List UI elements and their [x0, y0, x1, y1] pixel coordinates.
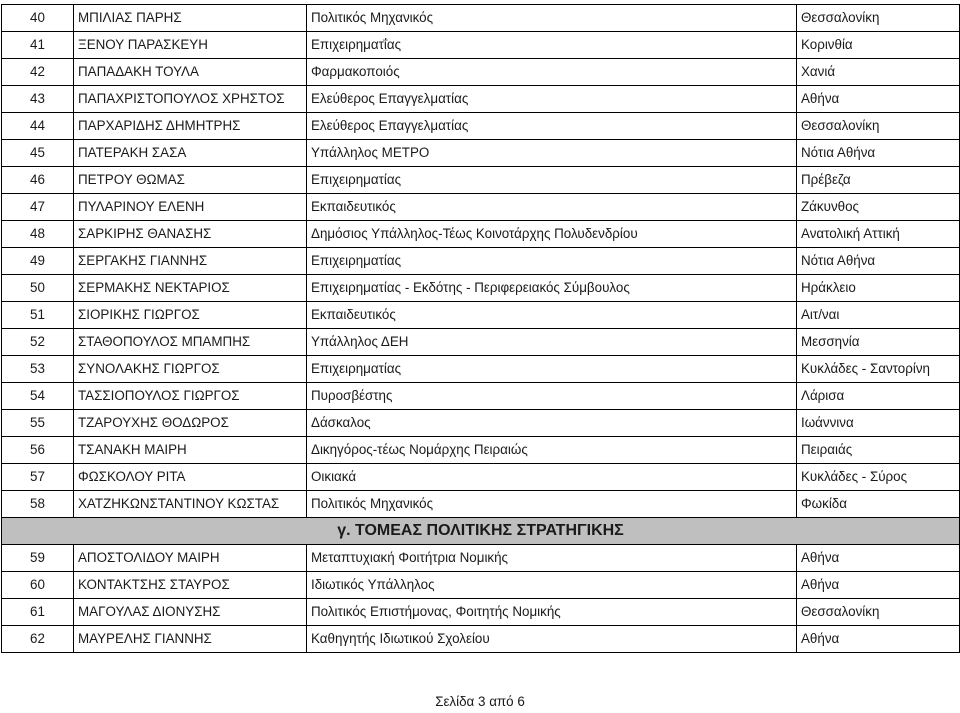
member-name: ΠΑΠΑΧΡΙΣΤΟΠΟΥΛΟΣ ΧΡΗΣΤΟΣ: [74, 86, 307, 113]
table-row: [2, 140, 960, 167]
row-number: 54: [2, 383, 74, 410]
member-occupation: Εκπαιδευτικός: [307, 302, 797, 329]
member-occupation: Επιχειρηματίας: [307, 356, 797, 383]
table-row: [2, 572, 960, 599]
member-region: Αιτ/ναι: [797, 302, 960, 329]
member-region: Πρέβεζα: [797, 167, 960, 194]
table-row: [2, 599, 960, 626]
member-name: ΣΤΑΘΟΠΟΥΛΟΣ ΜΠΑΜΠΗΣ: [74, 329, 307, 356]
table-row: [2, 32, 960, 59]
table-row: [2, 221, 960, 248]
row-number: 56: [2, 437, 74, 464]
member-region: Ιωάννινα: [797, 410, 960, 437]
table-row: [2, 248, 960, 275]
member-name: ΣΕΡΜΑΚΗΣ ΝΕΚΤΑΡΙΟΣ: [74, 275, 307, 302]
member-region: Κορινθία: [797, 32, 960, 59]
member-occupation: Φαρμακοποιός: [307, 59, 797, 86]
section-header-row: [2, 518, 960, 545]
row-number: 44: [2, 113, 74, 140]
member-name: ΣΙΟΡΙΚΗΣ ΓΙΩΡΓΟΣ: [74, 302, 307, 329]
member-region: Θεσσαλονίκη: [797, 113, 960, 140]
member-occupation: Πολιτικός Μηχανικός: [307, 5, 797, 32]
members-table: [1, 4, 960, 653]
section-title: γ. ΤΟΜΕΑΣ ΠΟΛΙΤΙΚΗΣ ΣΤΡΑΤΗΓΙΚΗΣ: [2, 518, 960, 545]
member-occupation: Επιχειρηματίας: [307, 248, 797, 275]
table-row: [2, 329, 960, 356]
member-occupation: Επιχειρηματΐας: [307, 32, 797, 59]
member-region: Ανατολική Αττική: [797, 221, 960, 248]
table-row: [2, 545, 960, 572]
member-occupation: Δικηγόρος-τέως Νομάρχης Πειραιώς: [307, 437, 797, 464]
member-occupation: Οικιακά: [307, 464, 797, 491]
member-name: ΜΑΓΟΥΛΑΣ ΔΙΟΝΥΣΗΣ: [74, 599, 307, 626]
row-number: 48: [2, 221, 74, 248]
member-occupation: Επιχειρηματίας - Εκδότης - Περιφερειακός Σύμβουλος: [307, 275, 797, 302]
table-row: [2, 5, 960, 32]
row-number: 60: [2, 572, 74, 599]
member-name: ΤΣΑΝΑΚΗ ΜΑΙΡΗ: [74, 437, 307, 464]
table-row: [2, 437, 960, 464]
member-occupation: Ελεύθερος Επαγγελματίας: [307, 86, 797, 113]
table-row: [2, 356, 960, 383]
member-occupation: Δημόσιος Υπάλληλος-Τέως Κοινοτάρχης Πολυδενδρίου: [307, 221, 797, 248]
member-name: ΠΑΤΕΡΑΚΗ ΣΑΣΑ: [74, 140, 307, 167]
member-name: ΜΠΙΛΙΑΣ ΠΑΡΗΣ: [74, 5, 307, 32]
row-number: 46: [2, 167, 74, 194]
member-occupation: Υπάλληλος ΜΕΤΡΟ: [307, 140, 797, 167]
member-occupation: Πολιτικός Επιστήμονας, Φοιτητής Νομικής: [307, 599, 797, 626]
page-number-footer: Σελίδα 3 από 6: [435, 694, 525, 709]
row-number: 61: [2, 599, 74, 626]
member-region: Αθήνα: [797, 626, 960, 653]
member-occupation: Πυροσβέστης: [307, 383, 797, 410]
members-table-body-a: [2, 5, 960, 518]
row-number: 62: [2, 626, 74, 653]
section-header-group: [2, 518, 960, 545]
row-number: 51: [2, 302, 74, 329]
member-region: Θεσσαλονίκη: [797, 599, 960, 626]
row-number: 59: [2, 545, 74, 572]
member-occupation: Ελεύθερος Επαγγελματίας: [307, 113, 797, 140]
member-region: Χανιά: [797, 59, 960, 86]
row-number: 49: [2, 248, 74, 275]
member-name: ΚΟΝΤΑΚΤΣΗΣ ΣΤΑΥΡΟΣ: [74, 572, 307, 599]
member-occupation: Πολιτικός Μηχανικός: [307, 491, 797, 518]
table-row: [2, 86, 960, 113]
row-number: 43: [2, 86, 74, 113]
member-region: Ζάκυνθος: [797, 194, 960, 221]
member-name: ΑΠΟΣΤΟΛΙΔΟΥ ΜΑΙΡΗ: [74, 545, 307, 572]
member-region: Αθήνα: [797, 572, 960, 599]
member-name: ΤΖΑΡΟΥΧΗΣ ΘΟΔΩΡΟΣ: [74, 410, 307, 437]
member-name: ΜΑΥΡΕΛΗΣ ΓΙΑΝΝΗΣ: [74, 626, 307, 653]
members-table-body-b: [2, 545, 960, 653]
row-number: 58: [2, 491, 74, 518]
member-region: Κυκλάδες - Σαντορίνη: [797, 356, 960, 383]
member-region: Αθήνα: [797, 545, 960, 572]
row-number: 55: [2, 410, 74, 437]
table-row: [2, 626, 960, 653]
member-name: ΤΑΣΣΙΟΠΟΥΛΟΣ ΓΙΩΡΓΟΣ: [74, 383, 307, 410]
table-row: [2, 59, 960, 86]
table-row: [2, 167, 960, 194]
member-region: Κυκλάδες - Σύρος: [797, 464, 960, 491]
table-row: [2, 464, 960, 491]
member-region: Νότια Αθήνα: [797, 248, 960, 275]
row-number: 47: [2, 194, 74, 221]
row-number: 41: [2, 32, 74, 59]
row-number: 45: [2, 140, 74, 167]
table-row: [2, 275, 960, 302]
member-name: ΧΑΤΖΗΚΩΝΣΤΑΝΤΙΝΟΥ ΚΩΣΤΑΣ: [74, 491, 307, 518]
member-occupation: Επιχειρηματίας: [307, 167, 797, 194]
member-region: Πειραιάς: [797, 437, 960, 464]
row-number: 40: [2, 5, 74, 32]
member-name: ΠΕΤΡΟΥ ΘΩΜΑΣ: [74, 167, 307, 194]
table-row: [2, 410, 960, 437]
member-occupation: Εκπαιδευτικός: [307, 194, 797, 221]
table-row: [2, 302, 960, 329]
member-region: Νότια Αθήνα: [797, 140, 960, 167]
table-row: [2, 113, 960, 140]
member-region: Ηράκλειο: [797, 275, 960, 302]
member-name: ΠΑΡΧΑΡΙΔΗΣ ΔΗΜΗΤΡΗΣ: [74, 113, 307, 140]
table-row: [2, 383, 960, 410]
member-name: ΣΥΝΟΛΑΚΗΣ ΓΙΩΡΓΟΣ: [74, 356, 307, 383]
member-occupation: Δάσκαλος: [307, 410, 797, 437]
member-name: ΠΥΛΑΡΙΝΟΥ ΕΛΕΝΗ: [74, 194, 307, 221]
row-number: 42: [2, 59, 74, 86]
member-name: ΣΕΡΓΑΚΗΣ ΓΙΑΝΝΗΣ: [74, 248, 307, 275]
member-region: Αθήνα: [797, 86, 960, 113]
member-occupation: Καθηγητής Ιδιωτικού Σχολείου: [307, 626, 797, 653]
member-occupation: Μεταπτυχιακή Φοιτήτρια Νομικής: [307, 545, 797, 572]
table-row: [2, 491, 960, 518]
member-name: ΞΕΝΟΥ ΠΑΡΑΣΚΕΥΗ: [74, 32, 307, 59]
member-region: Λάρισα: [797, 383, 960, 410]
table-row: [2, 194, 960, 221]
row-number: 53: [2, 356, 74, 383]
row-number: 57: [2, 464, 74, 491]
row-number: 50: [2, 275, 74, 302]
member-region: Μεσσηνία: [797, 329, 960, 356]
member-region: Φωκίδα: [797, 491, 960, 518]
row-number: 52: [2, 329, 74, 356]
member-occupation: Ιδιωτικός Υπάλληλος: [307, 572, 797, 599]
member-name: ΣΑΡΚΙΡΗΣ ΘΑΝΑΣΗΣ: [74, 221, 307, 248]
member-name: ΦΩΣΚΟΛΟΥ ΡΙΤΑ: [74, 464, 307, 491]
member-name: ΠΑΠΑΔΑΚΗ ΤΟΥΛΑ: [74, 59, 307, 86]
member-occupation: Υπάλληλος ΔΕΗ: [307, 329, 797, 356]
member-region: Θεσσαλονίκη: [797, 5, 960, 32]
